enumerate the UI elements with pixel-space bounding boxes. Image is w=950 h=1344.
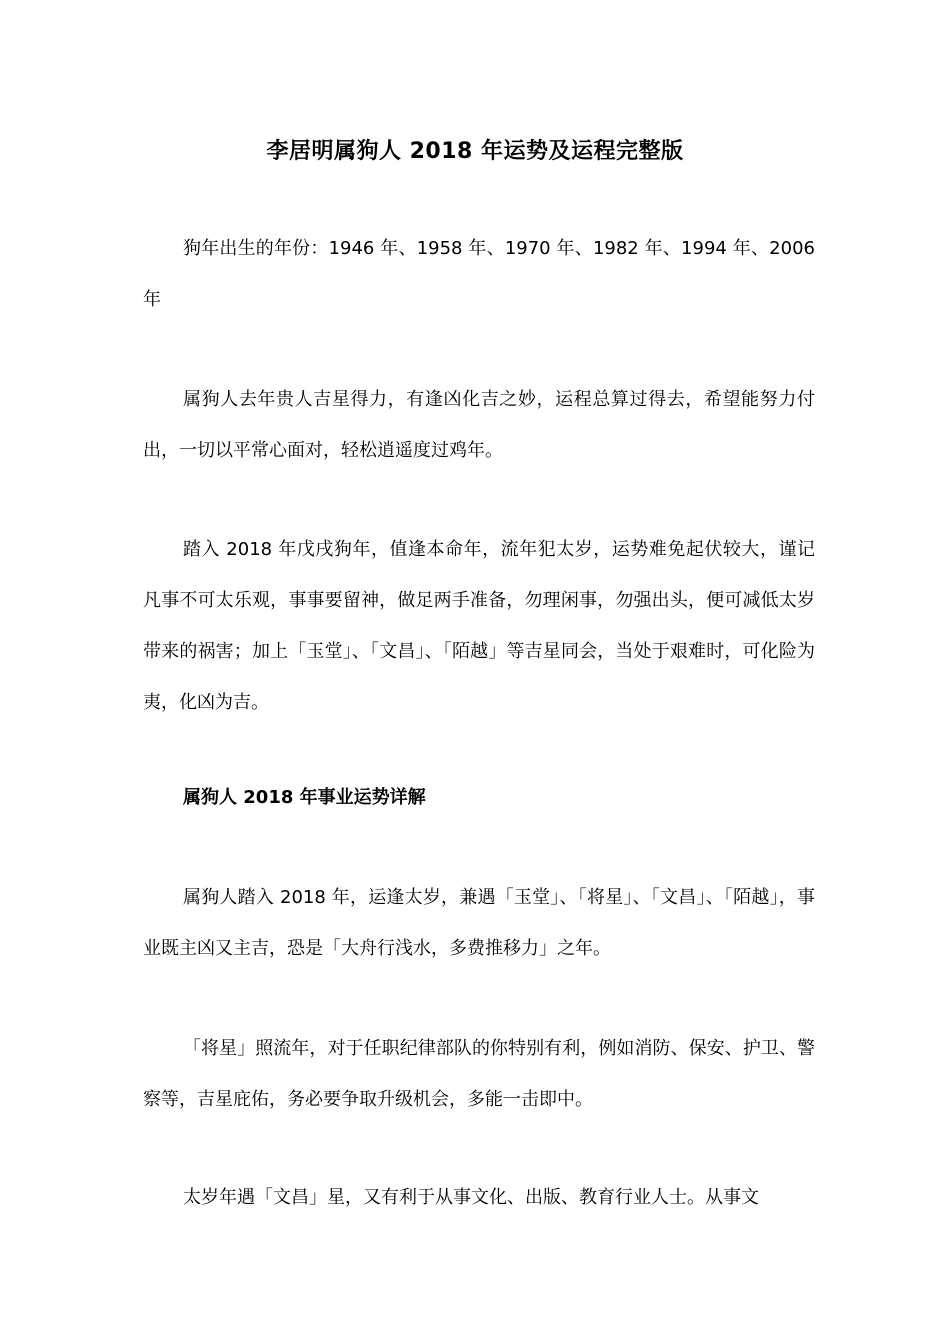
last-year-paragraph: 属狗人去年贵人吉星得力，有逢凶化吉之妙，运程总算过得去，希望能努力付出，一切以平常心面对，轻松逍遥度过鸡年。 bbox=[143, 389, 815, 461]
career-paragraph-3: 太岁年遇「文昌」星，又有利于从事文化、出版、教育行业人士。从事文 bbox=[183, 1187, 759, 1208]
birth-years-paragraph: 狗年出生的年份：1946 年、1958 年、1970 年、1982 年、1994 年、2006 年 bbox=[143, 238, 815, 310]
year-overview-paragraph: 踏入 2018 年戊戌狗年，值逢本命年，流年犯太岁，运势难免起伏较大，谨记凡事不可太乐观，事事要留神，做足两手准备，勿理闲事，勿强出头，便可减低太岁带来的祸害；加上「玉堂」、「文昌」、「陌越」等吉星同会，当处于艰难时，可化险为夷，化凶为吉。 bbox=[143, 539, 815, 713]
document-title: 李居明属狗人 2018 年运势及运程完整版 bbox=[266, 139, 684, 164]
career-section-heading: 属狗人 2018 年事业运势详解 bbox=[183, 787, 426, 808]
career-paragraph-2: 「将星」照流年，对于任职纪律部队的你特别有利，例如消防、保安、护卫、警察等，吉星庇佑，务必要争取升级机会，多能一击即中。 bbox=[143, 1038, 815, 1110]
career-paragraph-1: 属狗人踏入 2018 年，运逢太岁，兼遇「玉堂」、「将星」、「文昌」、「陌越」，事业既主凶又主吉，恐是「大舟行浅水，多费推移力」之年。 bbox=[143, 887, 815, 959]
